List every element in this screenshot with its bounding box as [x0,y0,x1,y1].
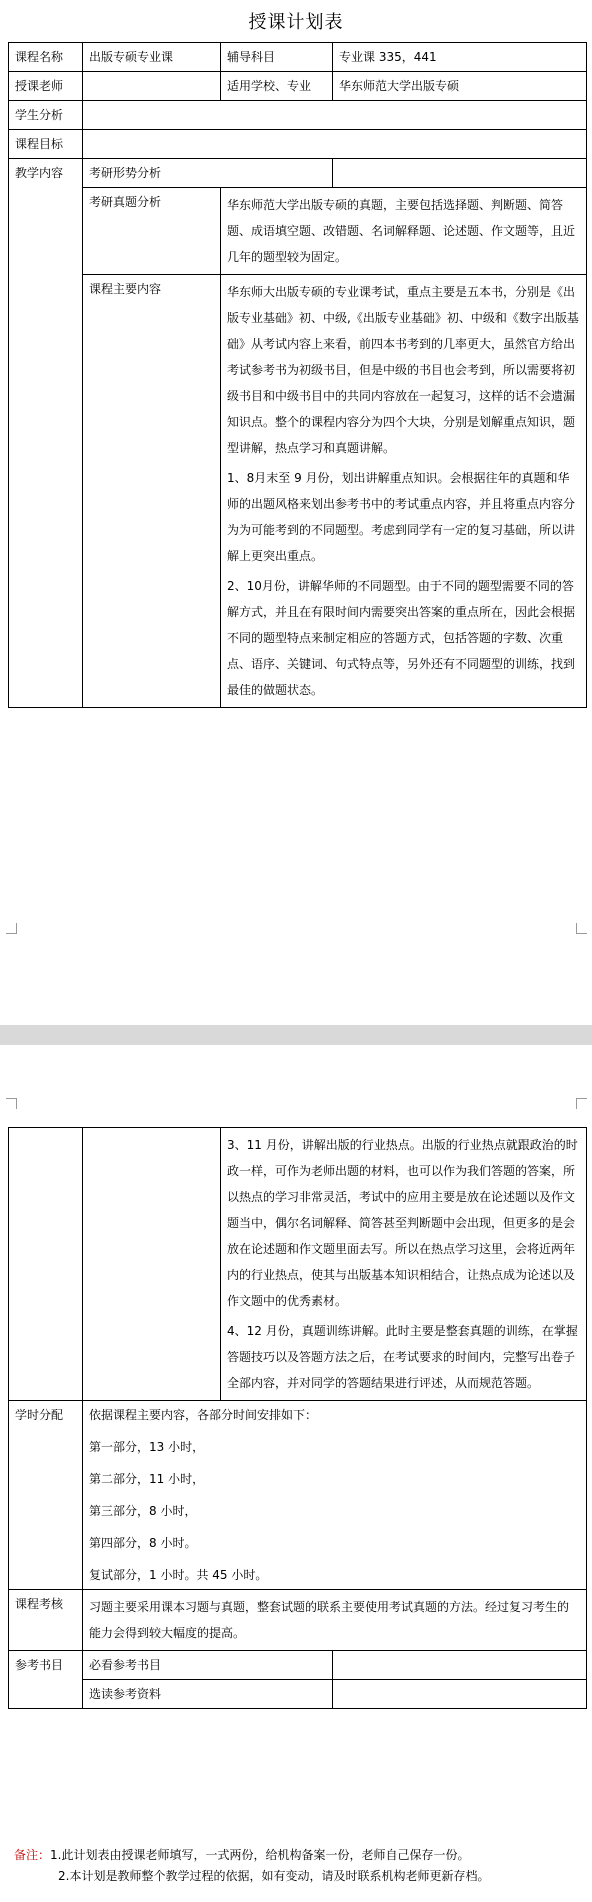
main-content-label: 课程主要内容 [83,275,221,708]
note-text-1: 1.此计划表由授课老师填写，一式两份，给机构备案一份，老师自己保存一份。 [50,1848,470,1862]
hours-line: 第三部分，8 小时， [89,1504,197,1518]
main-paragraph: 4、12 月份，真题训练讲解。此时主要是整套真题的训练，在掌握答题技巧以及答题方法之后，在考试要求的时间内，完整写出卷子全部内容，并对同学的答题结果进行评述，从而规范答题。 [227,1324,578,1390]
document-page-1 [0,0,592,935]
note-line-1 [14,1845,584,1866]
table-row [9,1128,587,1401]
page-corner-mark [6,923,17,934]
main-content-label-continued [83,1128,221,1401]
table-row [9,188,587,275]
page-title: 授课计划表 [248,12,344,33]
table-row [9,1401,587,1590]
teacher-value [83,72,221,101]
trend-analysis-label: 考研形势分析 [83,159,333,188]
table-row [9,1590,587,1651]
main-paragraph: 3、11 月份，讲解出版的行业热点。出版的行业热点就跟政治的时政一样，可作为老师出题的材料，也可以作为我们答题的答案，所以热点的学习非常灵活，考试中的应用主要是放在论述题以及作文题当中，偶尔名词解释、简答甚至判断题中会出现，但更多的是会放在论述题和作文题里面去写。所以在热点学习这里，会将近两年内的行业热点，使其与出版基本知识相结合，让热点成为论述以及作文题中的优秀素材。 [227,1138,578,1308]
exam-analysis-label: 考研真题分析 [83,188,221,275]
document-page-2 [0,1052,592,1902]
student-analysis-label: 学生分析 [9,101,83,130]
plan-table-part2 [8,1127,587,1709]
main-paragraph: 华东师大出版专硕的专业课考试，重点主要是五本书，分别是《出版专业基础》初、中级,《出版专业基础》初、中级和《数字出版基础》从考试内容上来看，前四本书考到的几率更大，虽然官方给出考试参考书为初级书目，但是中级的书目也会考到，所以需要将初级书目和中级书目中的共同内容放在一起复习，这样的话不会遗漏知识点。整个的课程内容分为四个大块，分别是划解重点知识，题型讲解，热点学习和真题讲解。 [227,285,579,455]
subject-label: 辅导科目 [221,43,333,72]
hours-line: 第二部分，11 小时， [89,1472,205,1486]
hours-line: 第一部分，13 小时， [89,1440,205,1454]
notes-label: 备注： [14,1848,51,1862]
table-row [9,1651,587,1680]
plan-table-part1 [8,42,587,708]
table-row [9,43,587,72]
school-label: 适用学校、专业 [221,72,333,101]
table-row [9,159,587,188]
table-row [9,130,587,159]
hours-line: 第四部分，8 小时。 [89,1536,197,1550]
page-separator [0,1025,592,1045]
course-goal-value [83,130,587,159]
assessment-text: 习题主要采用课本习题与真题，整套试题的联系主要使用考试真题的方法。经过复习考生的能力会得到较大幅度的提高。 [83,1590,587,1651]
page-corner-mark [576,1098,587,1109]
course-goal-label: 课程目标 [9,130,83,159]
hours-line: 复试部分，1 小时。共 45 小时。 [89,1568,268,1582]
exam-analysis-text: 华东师范大学出版专硕的真题，主要包括选择题、判断题、简答题、成语填空题、改错题、名词解释题、论述题、作文题等，且近几年的题型较为固定。 [221,188,587,275]
main-paragraph: 2、10月份，讲解华师的不同题型。由于不同的题型需要不同的答解方式，并且在有限时间内需要突出答案的重点所在，因此会根据不同的题型特点来制定相应的答题方式，包括答题的字数、次重点、语序、关键词、句式特点等，另外还有不同题型的训练，找到最佳的做题状态。 [227,579,576,697]
hours-label: 学时分配 [9,1401,83,1590]
subject-value: 专业课 335，441 [333,43,587,72]
page-corner-mark [576,923,587,934]
table-row [9,72,587,101]
course-name-label: 课程名称 [9,43,83,72]
trend-analysis-value [333,159,587,188]
required-references-value [333,1651,587,1680]
school-value: 华东师范大学出版专硕 [333,72,587,101]
table-row [9,101,587,130]
table-row [9,275,587,708]
main-content-text [221,275,587,708]
optional-references-value [333,1680,587,1709]
references-label: 参考书目 [9,1651,83,1709]
course-name-value: 出版专硕专业课 [83,43,221,72]
hours-text [83,1401,587,1590]
note-text-2: 2.本计划是教师整个教学过程的依据，如有变动，请及时联系机构老师更新存档。 [58,1869,490,1883]
main-paragraph: 1、8月末至 9 月份，划出讲解重点知识。会根据往年的真题和华师的出题风格来划出参考书中的考试重点内容，并且将重点内容分为为可能考到的不同题型。考虑到同学有一定的复习基础，所以讲解上更突出重点。 [227,471,576,563]
hours-line: 依据课程主要内容，各部分时间安排如下： [89,1408,318,1422]
table-row [9,1680,587,1709]
teacher-label: 授课老师 [9,72,83,101]
notes [14,1845,584,1887]
assessment-label: 课程考核 [9,1590,83,1651]
main-content-text-continued [221,1128,587,1401]
student-analysis-value [83,101,587,130]
teaching-content-label: 教学内容 [9,159,83,708]
required-references-label: 必看参考书目 [83,1651,333,1680]
teaching-content-continued [9,1128,83,1401]
optional-references-label: 选读参考资料 [83,1680,333,1709]
page-corner-mark [6,1098,17,1109]
